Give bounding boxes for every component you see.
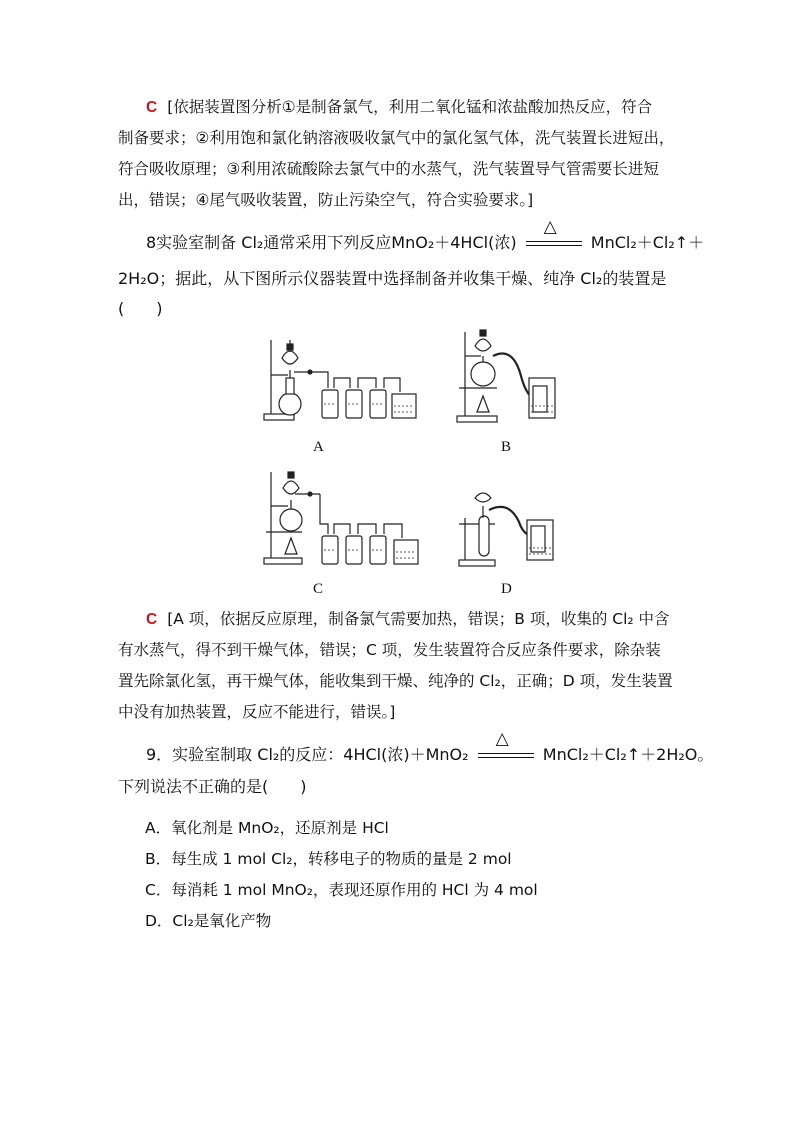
option-a: A．氧化剂是 MnO₂，还原剂是 HCl bbox=[145, 819, 389, 837]
question-8-line-1: 8实验室制备 Cl₂通常采用下列反应MnO₂＋4HCl(浓) △ MnCl₂＋Cl₂↑＋ bbox=[146, 216, 705, 252]
heating-equals-sign: △ bbox=[526, 235, 582, 253]
apparatus-diagram-d bbox=[455, 488, 565, 570]
option-b: B．每生成 1 mol Cl₂，转移电子的物质的量是 2 mol bbox=[145, 850, 512, 868]
question-9 bbox=[118, 728, 714, 802]
option-d: D．Cl₂是氧化产物 bbox=[145, 912, 272, 930]
figure-label-c: C bbox=[313, 581, 324, 597]
question-8 bbox=[118, 216, 705, 324]
explanation-7-line-4: 出，错误；④尾气吸收装置，防止污染空气，符合实验要求。] bbox=[118, 191, 534, 209]
explanation-7-line-3: 符合吸收原理；③利用浓硫酸除去氯气中的水蒸气，洗气装置导气管需要长进短 bbox=[118, 160, 659, 178]
explanation-8-line-2: 有水蒸气，得不到干燥气体，错误；C 项，发生装置符合反应条件要求，除杂装 bbox=[118, 641, 661, 659]
figure-label-b: B bbox=[501, 439, 512, 455]
apparatus-diagram-c bbox=[262, 462, 422, 570]
explanation-7 bbox=[118, 92, 688, 216]
question-9-line-2: 下列说法不正确的是( ) bbox=[118, 777, 307, 796]
explanation-7-line-2: 制备要求；②利用饱和氯化钠溶液吸收氯气中的氯化氢气体，洗气装置长进短出， bbox=[118, 129, 675, 147]
explanation-8-line-3: 置先除氯化氢，再干燥气体，能收集到干燥、纯净的 Cl₂，正确；D 项，发生装置 bbox=[118, 672, 673, 690]
question-9-line-1: 9．实验室制取 Cl₂的反应：4HCl(浓)＋MnO₂ △ MnCl₂＋Cl₂↑＋2H₂O。 bbox=[146, 728, 714, 764]
explanation-8-line-1: C [A 项，依据反应原理，制备氯气需要加热，错误；B 项，收集的 Cl₂ 中含 bbox=[146, 610, 670, 628]
question-8-line-3: ( ) bbox=[118, 299, 163, 318]
apparatus-diagram-b bbox=[455, 326, 565, 426]
explanation-7-line-1: C [依据装置图分析①是制备氯气，利用二氧化锰和浓盐酸加热反应，符合 bbox=[146, 98, 653, 116]
explanation-8-line-4: 中没有加热装置，反应不能进行，错误。] bbox=[118, 703, 396, 721]
heating-equals-sign: △ bbox=[478, 747, 534, 765]
figure-label-d: D bbox=[501, 581, 512, 597]
figure-label-a: A bbox=[313, 439, 324, 455]
question-8-line-2: 2H₂O；据此，从下图所示仪器装置中选择制备并收集干燥、纯净 Cl₂的装置是 bbox=[118, 269, 667, 288]
answer-letter: C bbox=[146, 611, 158, 628]
answer-letter: C bbox=[146, 99, 158, 116]
apparatus-diagram-a bbox=[262, 330, 422, 425]
explanation-8 bbox=[118, 604, 688, 728]
option-c: C．每消耗 1 mol MnO₂，表现还原作用的 HCl 为 4 mol bbox=[145, 881, 538, 899]
